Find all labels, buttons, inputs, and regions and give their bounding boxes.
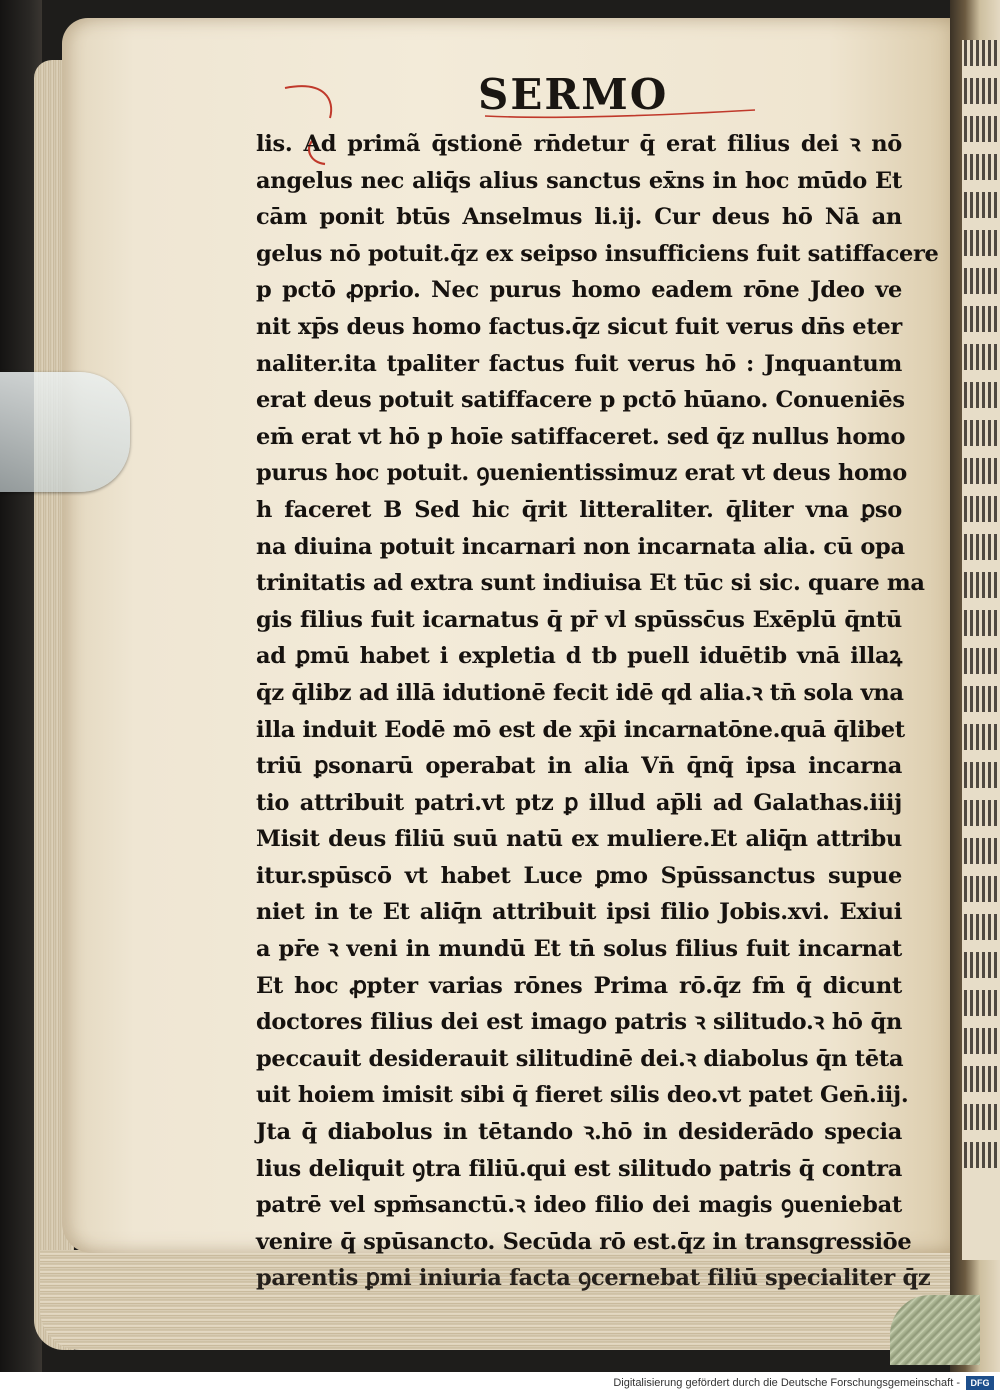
text-line: erat deus potuit satiffacere p pctō hūano. Conueniēs <box>256 387 905 414</box>
text-line: angelus nec aliq̄s alius sanctus ex̄ns in hoc mūdo Et <box>256 167 902 194</box>
text-line: p pctō ꝓprio. Nec purus homo eadem rōne Jdeo ve <box>256 277 902 304</box>
text-line: Et hoc ꝓpter varias rōnes Prima rō.q̄z fm̄ q̄ dicunt <box>256 972 902 999</box>
text-line: triū ꝑsonarū operabat in alia Vn̄ q̄nq̄ ipsa incarna <box>256 753 902 780</box>
text-line: Jta q̄ diabolus in tētando ꝛ.hō in desiderādo specia <box>256 1119 902 1146</box>
page-holder-clip <box>0 372 130 492</box>
funding-credit: Digitalisierung gefördert durch die Deutsche Forschungsgemeinschaft - <box>613 1377 960 1389</box>
text-line: naliter.ita tpaliter factus fuit verus hō : Jnquantum <box>256 350 902 377</box>
text-line: itur.spūscō vt habet Luce ꝑmo Spūssanctus supue <box>256 862 902 889</box>
text-line: nit xp̄s deus homo factus.q̄z sicut fuit verus dn̄s eter <box>256 313 902 340</box>
bookmark-ribbon <box>890 1295 980 1365</box>
text-line: lis. Ad primã q̄stionē rn̄detur q̄ erat filius dei ꝛ nō <box>256 131 902 157</box>
text-line: venire q̄ spūsancto. Secūda rō est.q̄z in transgressiōe <box>256 1228 912 1255</box>
text-line: em̄ erat vt hō p hoīe satiffaceret. sed q̄z nullus homo <box>256 423 906 450</box>
text-line: parentis ꝑmi iniuria facta ꝯcernebat filiū specialiter q̄z <box>256 1265 931 1292</box>
text-line: gis filius fuit icarnatus q̄ pr̄ vl spūssc̄us Exēplū q̄ntū <box>256 606 902 633</box>
text-line: ad ꝑmū habet i expletia d tb puell iduētib vnā illaꝝ <box>256 643 902 670</box>
text-line: tio attribuit patri.vt ptz ꝑ illud ap̄li ad Galathas.iiij <box>256 789 902 816</box>
text-column <box>256 126 939 1297</box>
text-line: cām ponit btūs Anselmus li.ij. Cur deus hō Nā an <box>256 204 902 231</box>
text-line: a pr̄e ꝛ veni in mundū Et tn̄ solus filius fuit incarnat <box>256 936 902 963</box>
text-line: h faceret B Sed hic q̄rit litteraliter. q̄liter vna ꝑso <box>256 496 902 523</box>
text-line: purus hoc potuit. ꝯuenientissimuz erat vt deus homo <box>256 460 907 487</box>
text-line: niet in te Et aliq̄n attribuit ipsi filio Jobis.xvi. Exiui <box>256 899 902 926</box>
text-line: illa induit Eodē mō est de xp̄i incarnatōne.quā q̄libet <box>256 716 905 743</box>
footer-bar <box>0 1372 1000 1395</box>
page-heading: SERMO <box>478 70 669 119</box>
text-line: doctores filius dei est imago patris ꝛ silitudo.ꝛ hō q̄n <box>256 1009 902 1036</box>
right-page-fragment <box>962 40 1000 1260</box>
text-line: peccauit desiderauit silitudinē dei.ꝛ diabolus q̄n tēta <box>256 1045 904 1072</box>
text-line: trinitatis ad extra sunt indiuisa Et tūc si sic. quare ma <box>256 570 925 597</box>
text-line: q̄z q̄libz ad illā idutionē fecit idē qd alia.ꝛ tn̄ sola vna <box>256 679 904 706</box>
text-line: patrē vel spm̄sanctū.ꝛ ideo filio dei magis ꝯueniebat <box>256 1192 902 1219</box>
text-line: uit hoiem imisit sibi q̄ fieret silis deo.vt patet Gen̄.iij. <box>256 1082 909 1109</box>
dfg-logo: DFG <box>966 1376 994 1390</box>
text-line: gelus nō potuit.q̄z ex seipso insufficiens fuit satiffacere <box>256 240 939 267</box>
text-line: lius deliquit ꝯtra filiū.qui est silitudo patris q̄ contra <box>256 1155 902 1182</box>
text-line: na diuina potuit incarnari non incarnata alia. cū opa <box>256 533 905 560</box>
text-line: Misit deus filiū suū natū ex muliere.Et aliq̄n attribu <box>256 826 902 853</box>
